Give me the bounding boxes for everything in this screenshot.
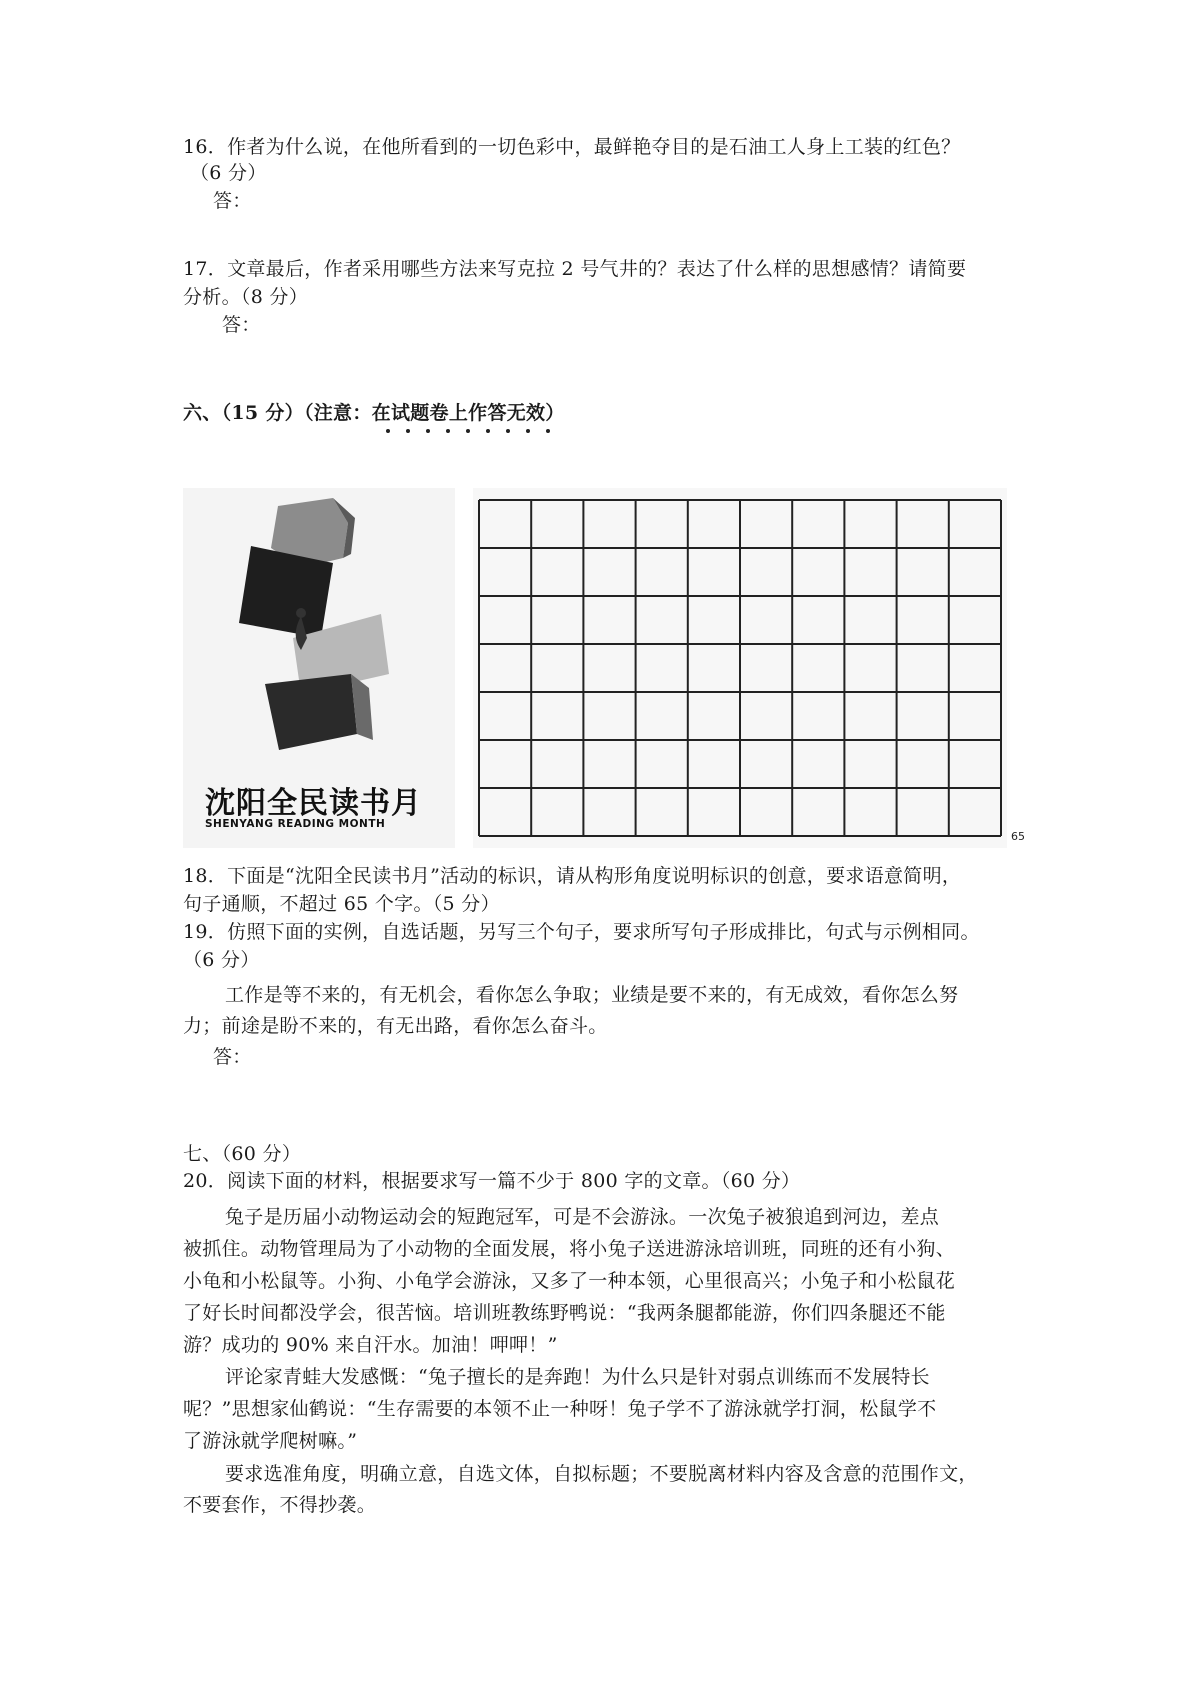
- q20-p1-line: 游？成功的 90% 来自汗水。加油！呷呷！”: [183, 1334, 558, 1356]
- answer-grid-lines: [473, 488, 1007, 848]
- q19-answer-label: 答：: [213, 1046, 252, 1068]
- q19-line1: 19．仿照下面的实例，自选话题，另写三个句子，要求所写句子形成排比，句式与示例相同。: [183, 921, 980, 943]
- q19-example-line2: 力；前途是盼不来的，有无出路，看你怎么奋斗。: [183, 1015, 608, 1037]
- section6-heading-emph: 在试题卷上作答无效: [371, 402, 546, 424]
- section7-heading: 七、（60 分）: [183, 1143, 302, 1165]
- emphasis-dots: [386, 429, 566, 437]
- q17-line1: 17．文章最后，作者采用哪些方法来写克拉 2 号气井的？表达了什么样的思想感情？请简要: [183, 258, 967, 280]
- q18-line1: 18．下面是“沈阳全民读书月”活动的标识，请从构形角度说明标识的创意，要求语意简明，: [183, 865, 962, 887]
- section6-heading-suffix: ）: [545, 402, 565, 424]
- book-emblem-icon: [183, 488, 455, 768]
- q16-line1: 16．作者为什么说，在他所看到的一切色彩中，最鲜艳夺目的是石油工人身上工装的红色？: [183, 136, 961, 158]
- section6-heading-prefix: 六、（15 分）（注意：: [183, 402, 372, 424]
- q20-p1-line: 兔子是历届小动物运动会的短跑冠军，可是不会游泳。一次兔子被狼追到河边，差点: [225, 1206, 940, 1228]
- q16-answer-label: 答：: [213, 190, 252, 212]
- q19-example-line1: 工作是等不来的，有无机会，看你怎么争取；业绩是要不来的，有无成效，看你怎么努: [225, 984, 959, 1006]
- logo-english-text: SHENYANG READING MONTH: [205, 818, 386, 830]
- q20-p1-line: 小龟和小松鼠等。小狗、小龟学会游泳，又多了一种本领，心里很高兴；小兔子和小松鼠花: [183, 1270, 956, 1292]
- section6-heading: [183, 398, 565, 428]
- q17-answer-label: 答：: [222, 314, 261, 336]
- answer-grid: [473, 488, 1025, 848]
- q20-p1-line: 被抓住。动物管理局为了小动物的全面发展，将小兔子送进游泳培训班，同班的还有小狗、: [183, 1238, 956, 1260]
- q18-line2: 句子通顺，不超过 65 个字。（5 分）: [183, 893, 500, 915]
- q20-p1-line: 了好长时间都没学会，很苦恼。培训班教练野鸭说：“我两条腿都能游，你们四条腿还不能: [183, 1302, 946, 1324]
- q20-p3-line: 不要套作，不得抄袭。: [183, 1494, 377, 1516]
- figure-area: [183, 488, 1025, 848]
- reading-month-logo: [183, 488, 455, 848]
- q20-p2-line: 评论家青蛙大发感慨：“兔子擅长的是奔跑！为什么只是针对弱点训练而不发展特长: [225, 1366, 930, 1388]
- q20-p2-line: 呢？”思想家仙鹤说：“生存需要的本领不止一种呀！兔子学不了游泳就学打洞，松鼠学不: [183, 1398, 937, 1420]
- q17-line2: 分析。（8 分）: [183, 286, 309, 308]
- q19-line2: （6 分）: [183, 949, 260, 971]
- q20-line1: 20．阅读下面的材料，根据要求写一篇不少于 800 字的文章。（60 分）: [183, 1170, 801, 1192]
- q16-line2: （6 分）: [190, 162, 267, 184]
- grid-word-count-label: 65: [1011, 830, 1025, 843]
- q20-p2-line: 了游泳就学爬树嘛。”: [183, 1430, 358, 1452]
- logo-chinese-text: 沈阳全民读书月: [205, 786, 422, 821]
- q20-p3-line: 要求选准角度，明确立意，自选文体，自拟标题；不要脱离材料内容及含意的范围作文，: [225, 1463, 978, 1485]
